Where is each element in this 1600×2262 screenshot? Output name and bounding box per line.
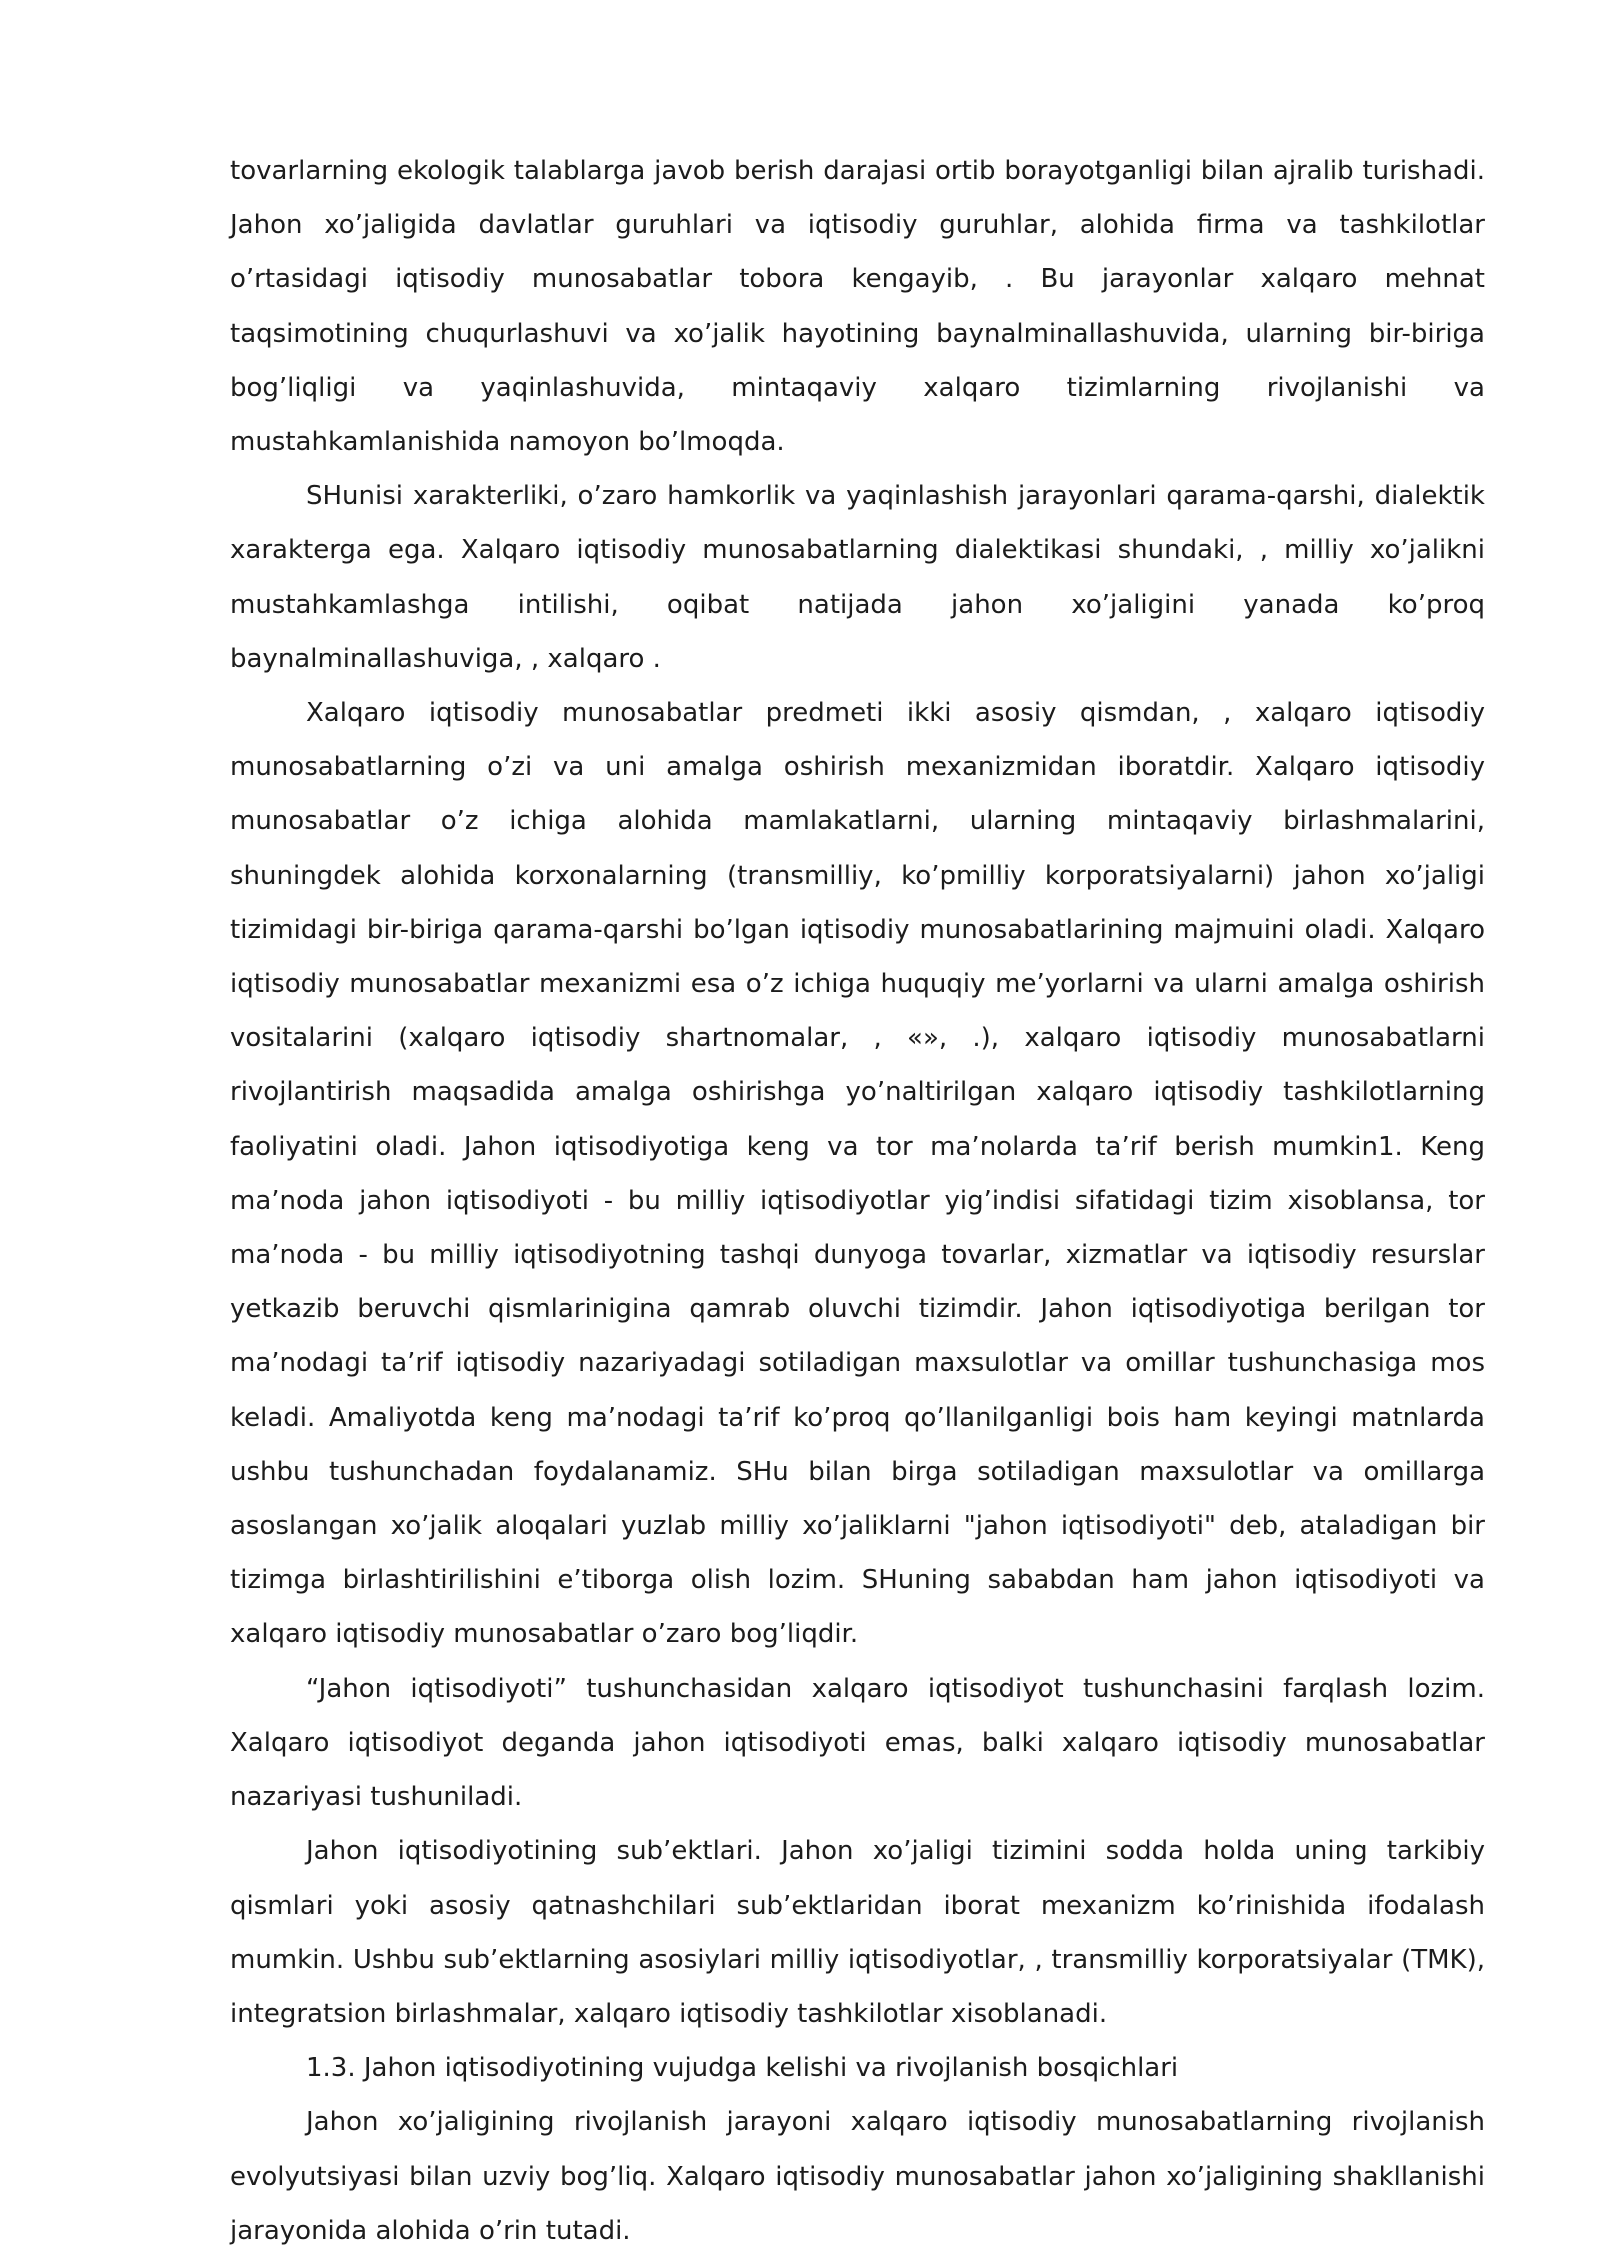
paragraph-subjects: Jahon iqtisodiyotining sub’ektlari. Jahon xo’jaligi tizimini sodda holda uning tarkibiy qismlari yoki asosiy qatnashchilari sub’ektlaridan iborat mexanizm ko’rinishida ifodalash mumkin. Ushbu sub’ektlarning asosiylari milliy iqtisodiyotlar, , transmilliy korporatsiyalar (TMK), integratsion birlashmalar, xalqaro iqtisodiy tashkilotlar xisoblanadi.: [230, 1836, 1485, 2029]
document-page: [230, 144, 1485, 2258]
paragraph-dialectic: SHunisi xarakterliki, o’zaro hamkorlik va yaqinlashish jarayonlari qarama-qarshi, dialektik xarakterga ega. Xalqaro iqtisodiy munosabatlarning dialektikasi shundaki, , milliy xo’jalikni mustahkamlashga intilishi, oqibat natijada jahon xo’jaligini yanada ko’proq baynalminallashuviga, , xalqaro .: [230, 481, 1485, 674]
paragraph-continuation: tovarlarning ekologik talablarga javob berish darajasi ortib borayotganligi bilan ajralib turishadi. Jahon xo’jaligida davlatlar guruhlari va iqtisodiy guruhlar, alohida firma va tashkilotlar o’rtasidagi iqtisodiy munosabatlar tobora kengayib, . Bu jarayonlar xalqaro mehnat taqsimotining chuqurlashuvi va xo’jalik hayotining baynalminallashuvida, ularning bir-biriga bog’liqligi va yaqinlashuvida, mintaqaviy xalqaro tizimlarning rivojlanishi va mustahkamlanishida namoyon bo’lmoqda.: [230, 156, 1485, 458]
paragraph-subject-and-mechanism: Xalqaro iqtisodiy munosabatlar predmeti ikki asosiy qismdan, , xalqaro iqtisodiy munosabatlarning o’zi va uni amalga oshirish mexanizmidan iboratdir. Xalqaro iqtisodiy munosabatlar o’z ichiga alohida mamlakatlarni, ularning mintaqaviy birlashmalarini, shuningdek alohida korxonalarning (transmilliy, ko’pmilliy korporatsiyalarni) jahon xo’jaligi tizimidagi bir-biriga qarama-qarshi bo’lgan iqtisodiy munosabatlarining majmuini oladi. Xalqaro iqtisodiy munosabatlar mexanizmi esa o’z ichiga huquqiy me’yorlarni va ularni amalga oshirish vositalarini (xalqaro iqtisodiy shartnomalar, , «», .), xalqaro iqtisodiy munosabatlarni rivojlantirish maqsadida amalga oshirishga yo’naltirilgan xalqaro iqtisodiy tashkilotlarning faoliyatini oladi. Jahon iqtisodiyotiga keng va tor ma’nolarda ta’rif berish mumkin1. Keng ma’noda jahon iqtisodiyoti - bu milliy iqtisodiyotlar yig’indisi sifatidagi tizim xisoblansa, tor ma’noda - bu milliy iqtisodiyotning tashqi dunyoga tovarlar, xizmatlar va iqtisodiy resurslar yetkazib beruvchi qismlarinigina qamrab oluvchi tizimdir. Jahon iqtisodiyotiga berilgan tor ma’nodagi ta’rif iqtisodiy nazariyadagi sotiladigan maxsulotlar va omillar tushunchasiga mos keladi. Amaliyotda keng ma’nodagi ta’rif ko’proq qo’llanilganligi bois ham keyingi matnlarda ushbu tushunchadan foydalanamiz. SHu bilan birga sotiladigan maxsulotlar va omillarga asoslangan xo’jalik aloqalari yuzlab milliy xo’jaliklarni "jahon iqtisodiyoti" deb, ataladigan bir tizimga birlashtirilishini e’tiborga olish lozim. SHuning sababdan ham jahon iqtisodiyoti va xalqaro iqtisodiy munosabatlar o’zaro bog’liqdir.: [230, 698, 1485, 1650]
paragraph-definition: “Jahon iqtisodiyoti” tushunchasidan xalqaro iqtisodiyot tushunchasini farqlash lozim. Xalqaro iqtisodiyot deganda jahon iqtisodiyoti emas, balki xalqaro iqtisodiy munosabatlar nazariyasi tushuniladi.: [230, 1673, 1485, 1813]
section-heading: 1.3. Jahon iqtisodiyotining vujudga kelishi va rivojlanish bosqichlari: [306, 2053, 1179, 2084]
paragraph-evolution: Jahon xo’jaligining rivojlanish jarayoni xalqaro iqtisodiy munosabatlarning rivojlanish evolyutsiyasi bilan uzviy bog’liq. Xalqaro iqtisodiy munosabatlar jahon xo’jaligining shakllanishi jarayonida alohida o’rin tutadi.: [230, 2107, 1485, 2246]
